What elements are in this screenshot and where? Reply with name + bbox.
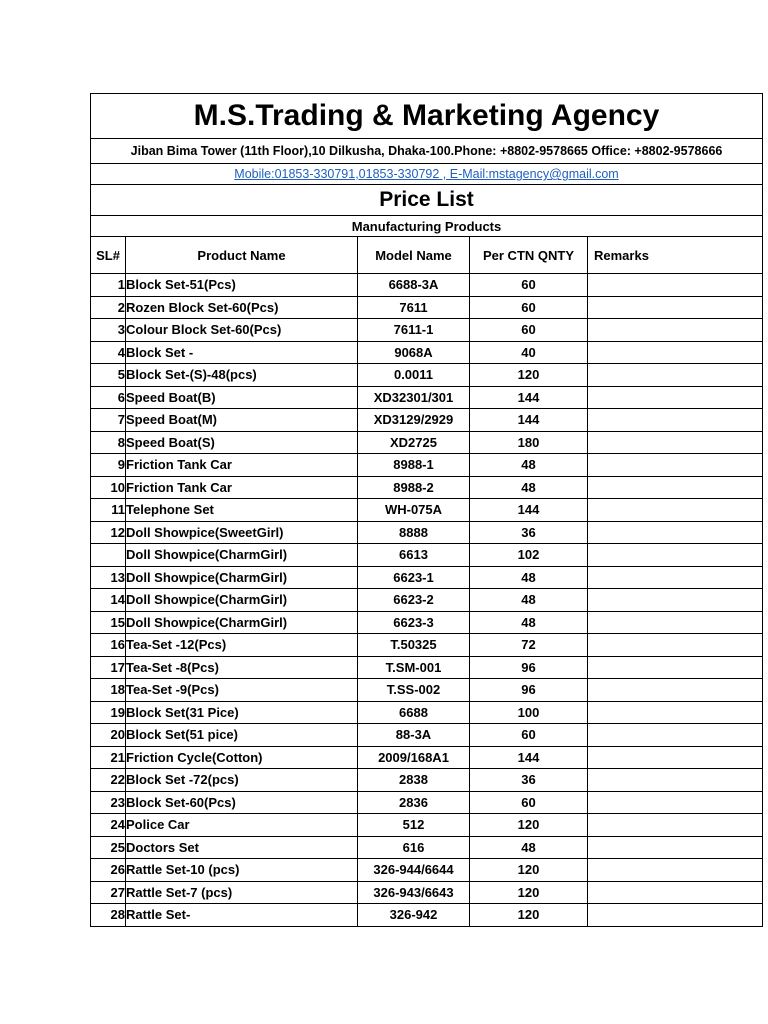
cell-model-name: 88-3A xyxy=(358,724,470,747)
cell-model-name: 6623-1 xyxy=(358,566,470,589)
table-row xyxy=(91,431,763,454)
cell-sl: 15 xyxy=(91,611,126,634)
cell-per-ctn-qnty: 100 xyxy=(470,701,588,724)
cell-remarks xyxy=(588,881,763,904)
cell-model-name: 616 xyxy=(358,836,470,859)
cell-per-ctn-qnty: 120 xyxy=(470,881,588,904)
cell-model-name: 6623-3 xyxy=(358,611,470,634)
price-list-body xyxy=(91,274,763,927)
cell-per-ctn-qnty: 36 xyxy=(470,521,588,544)
table-row xyxy=(91,296,763,319)
cell-model-name: 6623-2 xyxy=(358,589,470,612)
cell-per-ctn-qnty: 60 xyxy=(470,319,588,342)
cell-model-name: T.50325 xyxy=(358,634,470,657)
cell-sl: 21 xyxy=(91,746,126,769)
table-row xyxy=(91,746,763,769)
cell-remarks xyxy=(588,701,763,724)
cell-product-name: Doll Showpice(CharmGirl) xyxy=(126,544,358,567)
cell-model-name: WH-075A xyxy=(358,499,470,522)
cell-model-name: 0.0011 xyxy=(358,364,470,387)
cell-remarks xyxy=(588,566,763,589)
cell-model-name: 6688-3A xyxy=(358,274,470,297)
cell-per-ctn-qnty: 48 xyxy=(470,476,588,499)
column-header-model-name: Model Name xyxy=(358,237,470,274)
column-header-product-name: Product Name xyxy=(126,237,358,274)
cell-per-ctn-qnty: 60 xyxy=(470,724,588,747)
table-row xyxy=(91,769,763,792)
cell-sl: 14 xyxy=(91,589,126,612)
cell-per-ctn-qnty: 144 xyxy=(470,409,588,432)
cell-sl: 6 xyxy=(91,386,126,409)
cell-product-name: Block Set(31 Pice) xyxy=(126,701,358,724)
cell-product-name: Telephone Set xyxy=(126,499,358,522)
cell-per-ctn-qnty: 48 xyxy=(470,454,588,477)
cell-remarks xyxy=(588,454,763,477)
cell-sl: 19 xyxy=(91,701,126,724)
cell-sl: 11 xyxy=(91,499,126,522)
column-header-row xyxy=(91,237,763,274)
cell-per-ctn-qnty: 120 xyxy=(470,859,588,882)
cell-model-name: 6613 xyxy=(358,544,470,567)
cell-per-ctn-qnty: 36 xyxy=(470,769,588,792)
cell-product-name: Doll Showpice(CharmGirl) xyxy=(126,611,358,634)
cell-remarks xyxy=(588,274,763,297)
table-row xyxy=(91,544,763,567)
cell-remarks xyxy=(588,791,763,814)
cell-per-ctn-qnty: 60 xyxy=(470,274,588,297)
cell-sl xyxy=(91,544,126,567)
cell-product-name: Tea-Set -8(Pcs) xyxy=(126,656,358,679)
cell-remarks xyxy=(588,431,763,454)
cell-product-name: Block Set - xyxy=(126,341,358,364)
cell-model-name: T.SS-002 xyxy=(358,679,470,702)
cell-product-name: Rattle Set-7 (pcs) xyxy=(126,881,358,904)
cell-model-name: 6688 xyxy=(358,701,470,724)
cell-per-ctn-qnty: 72 xyxy=(470,634,588,657)
cell-remarks xyxy=(588,544,763,567)
cell-model-name: 2009/168A1 xyxy=(358,746,470,769)
cell-model-name: 8888 xyxy=(358,521,470,544)
cell-remarks xyxy=(588,724,763,747)
cell-per-ctn-qnty: 120 xyxy=(470,814,588,837)
cell-product-name: Speed Boat(S) xyxy=(126,431,358,454)
cell-per-ctn-qnty: 180 xyxy=(470,431,588,454)
table-row xyxy=(91,589,763,612)
table-row xyxy=(91,791,763,814)
cell-product-name: Friction Cycle(Cotton) xyxy=(126,746,358,769)
cell-product-name: Rozen Block Set-60(Pcs) xyxy=(126,296,358,319)
cell-product-name: Tea-Set -9(Pcs) xyxy=(126,679,358,702)
price-list-sheet xyxy=(90,93,762,927)
cell-model-name: XD2725 xyxy=(358,431,470,454)
cell-remarks xyxy=(588,859,763,882)
table-row xyxy=(91,701,763,724)
table-row xyxy=(91,454,763,477)
cell-remarks xyxy=(588,769,763,792)
cell-remarks xyxy=(588,836,763,859)
cell-model-name: T.SM-001 xyxy=(358,656,470,679)
cell-sl: 18 xyxy=(91,679,126,702)
cell-sl: 3 xyxy=(91,319,126,342)
cell-product-name: Block Set-60(Pcs) xyxy=(126,791,358,814)
cell-remarks xyxy=(588,364,763,387)
cell-sl: 12 xyxy=(91,521,126,544)
cell-product-name: Colour Block Set-60(Pcs) xyxy=(126,319,358,342)
cell-per-ctn-qnty: 144 xyxy=(470,386,588,409)
cell-remarks xyxy=(588,746,763,769)
cell-remarks xyxy=(588,814,763,837)
cell-sl: 16 xyxy=(91,634,126,657)
cell-per-ctn-qnty: 48 xyxy=(470,611,588,634)
cell-product-name: Police Car xyxy=(126,814,358,837)
table-row xyxy=(91,521,763,544)
cell-product-name: Rattle Set-10 (pcs) xyxy=(126,859,358,882)
cell-model-name: 7611 xyxy=(358,296,470,319)
cell-sl: 10 xyxy=(91,476,126,499)
cell-sl: 25 xyxy=(91,836,126,859)
price-list-table xyxy=(90,93,763,927)
cell-remarks xyxy=(588,341,763,364)
cell-sl: 24 xyxy=(91,814,126,837)
cell-model-name: 9068A xyxy=(358,341,470,364)
cell-remarks xyxy=(588,319,763,342)
table-row xyxy=(91,364,763,387)
cell-product-name: Speed Boat(B) xyxy=(126,386,358,409)
cell-product-name: Doll Showpice(CharmGirl) xyxy=(126,589,358,612)
cell-per-ctn-qnty: 120 xyxy=(470,364,588,387)
cell-sl: 1 xyxy=(91,274,126,297)
cell-per-ctn-qnty: 40 xyxy=(470,341,588,364)
table-row xyxy=(91,476,763,499)
cell-sl: 2 xyxy=(91,296,126,319)
table-row xyxy=(91,881,763,904)
cell-product-name: Friction Tank Car xyxy=(126,476,358,499)
cell-model-name: XD32301/301 xyxy=(358,386,470,409)
cell-remarks xyxy=(588,589,763,612)
cell-remarks xyxy=(588,521,763,544)
cell-per-ctn-qnty: 96 xyxy=(470,679,588,702)
cell-sl: 9 xyxy=(91,454,126,477)
cell-product-name: Friction Tank Car xyxy=(126,454,358,477)
table-row xyxy=(91,656,763,679)
cell-per-ctn-qnty: 96 xyxy=(470,656,588,679)
cell-product-name: Doll Showpice(CharmGirl) xyxy=(126,566,358,589)
cell-product-name: Tea-Set -12(Pcs) xyxy=(126,634,358,657)
cell-sl: 8 xyxy=(91,431,126,454)
cell-sl: 5 xyxy=(91,364,126,387)
cell-remarks xyxy=(588,679,763,702)
cell-model-name: 326-944/6644 xyxy=(358,859,470,882)
cell-model-name: XD3129/2929 xyxy=(358,409,470,432)
cell-per-ctn-qnty: 144 xyxy=(470,499,588,522)
cell-remarks xyxy=(588,296,763,319)
cell-remarks xyxy=(588,904,763,927)
cell-remarks xyxy=(588,499,763,522)
cell-sl: 17 xyxy=(91,656,126,679)
cell-model-name: 512 xyxy=(358,814,470,837)
cell-per-ctn-qnty: 60 xyxy=(470,791,588,814)
cell-model-name: 8988-2 xyxy=(358,476,470,499)
cell-sl: 22 xyxy=(91,769,126,792)
cell-product-name: Block Set-(S)-48(pcs) xyxy=(126,364,358,387)
cell-model-name: 7611-1 xyxy=(358,319,470,342)
cell-remarks xyxy=(588,611,763,634)
column-header-remarks: Remarks xyxy=(588,237,763,274)
cell-sl: 20 xyxy=(91,724,126,747)
cell-per-ctn-qnty: 48 xyxy=(470,589,588,612)
column-header-per-ctn-qnty: Per CTN QNTY xyxy=(470,237,588,274)
company-name: M.S.Trading & Marketing Agency xyxy=(91,94,763,139)
cell-sl: 27 xyxy=(91,881,126,904)
cell-remarks xyxy=(588,409,763,432)
cell-product-name: Block Set -72(pcs) xyxy=(126,769,358,792)
table-row xyxy=(91,499,763,522)
company-contact[interactable]: Mobile:01853-330791,01853-330792 , E-Mail:mstagency@gmail.com xyxy=(91,164,763,185)
table-row xyxy=(91,611,763,634)
cell-remarks xyxy=(588,386,763,409)
cell-sl: 4 xyxy=(91,341,126,364)
cell-per-ctn-qnty: 48 xyxy=(470,836,588,859)
table-row xyxy=(91,409,763,432)
cell-per-ctn-qnty: 144 xyxy=(470,746,588,769)
cell-model-name: 2836 xyxy=(358,791,470,814)
cell-remarks xyxy=(588,634,763,657)
cell-per-ctn-qnty: 48 xyxy=(470,566,588,589)
cell-product-name: Speed Boat(M) xyxy=(126,409,358,432)
cell-product-name: Doctors Set xyxy=(126,836,358,859)
table-row xyxy=(91,859,763,882)
table-row xyxy=(91,814,763,837)
table-row xyxy=(91,386,763,409)
cell-remarks xyxy=(588,656,763,679)
company-address: Jiban Bima Tower (11th Floor),10 Dilkusha, Dhaka-100.Phone: +8802-9578665 Office: +8802-9578666 xyxy=(91,139,763,164)
cell-product-name: Block Set-51(Pcs) xyxy=(126,274,358,297)
table-row xyxy=(91,836,763,859)
table-row xyxy=(91,274,763,297)
table-row xyxy=(91,904,763,927)
cell-sl: 13 xyxy=(91,566,126,589)
section-heading: Manufacturing Products xyxy=(91,216,763,237)
cell-per-ctn-qnty: 120 xyxy=(470,904,588,927)
cell-product-name: Block Set(51 pice) xyxy=(126,724,358,747)
table-row xyxy=(91,341,763,364)
cell-sl: 23 xyxy=(91,791,126,814)
cell-model-name: 326-943/6643 xyxy=(358,881,470,904)
cell-sl: 26 xyxy=(91,859,126,882)
table-row xyxy=(91,319,763,342)
cell-product-name: Doll Showpice(SweetGirl) xyxy=(126,521,358,544)
cell-remarks xyxy=(588,476,763,499)
table-row xyxy=(91,634,763,657)
table-row xyxy=(91,724,763,747)
cell-per-ctn-qnty: 60 xyxy=(470,296,588,319)
cell-model-name: 2838 xyxy=(358,769,470,792)
cell-sl: 7 xyxy=(91,409,126,432)
cell-model-name: 326-942 xyxy=(358,904,470,927)
cell-per-ctn-qnty: 102 xyxy=(470,544,588,567)
column-header-sl: SL# xyxy=(91,237,126,274)
cell-model-name: 8988-1 xyxy=(358,454,470,477)
cell-sl: 28 xyxy=(91,904,126,927)
cell-product-name: Rattle Set- xyxy=(126,904,358,927)
table-row xyxy=(91,679,763,702)
table-row xyxy=(91,566,763,589)
document-title: Price List xyxy=(91,185,763,216)
